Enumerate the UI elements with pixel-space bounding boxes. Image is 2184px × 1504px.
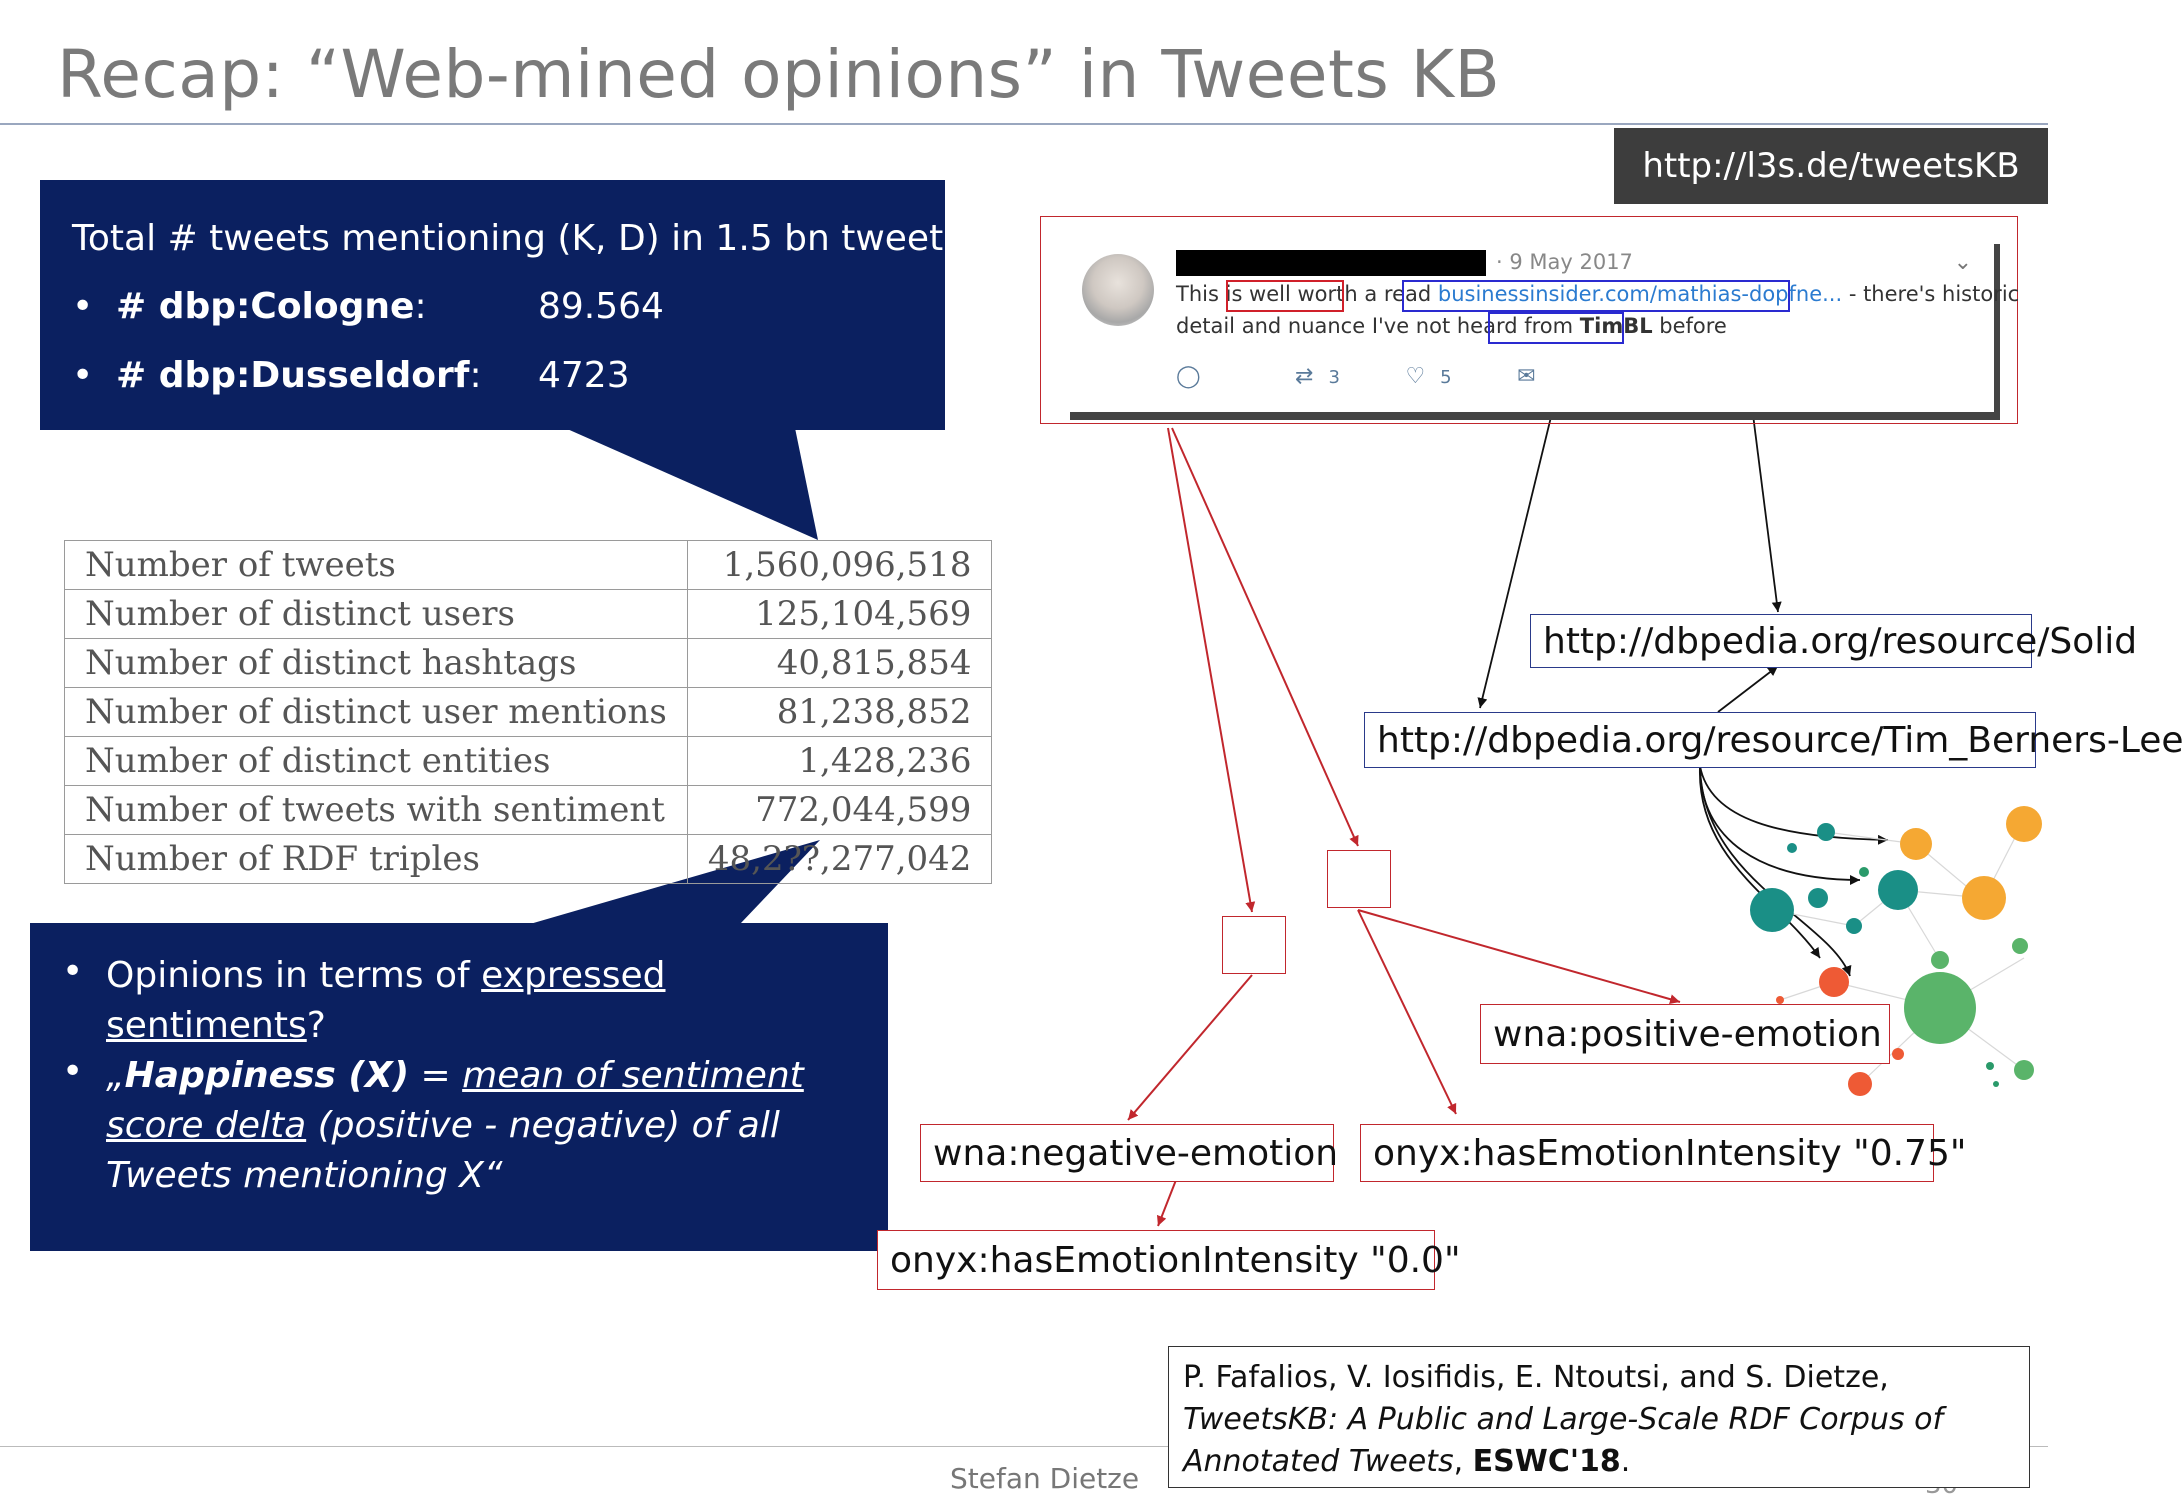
- table-row: [65, 786, 992, 835]
- arrow-timbl-to-graph-4: [1700, 766, 1850, 976]
- row-label: Number of distinct hashtags: [65, 639, 688, 688]
- emotion-node-positive: [1327, 850, 1391, 908]
- stat-dusseldorf: [72, 355, 630, 396]
- tweet-count-callout: [40, 180, 975, 430]
- arrow-timbl-to-solid: [1718, 666, 1778, 712]
- citation-box: P. Fafalios, V. Iosifidis, E. Ntoutsi, and S. Dietze, TweetsKB: A Public and Large-Scale RDF Corpus of Annotated Tweets, ESWC'18.: [1168, 1346, 2030, 1488]
- colon: :: [414, 286, 427, 327]
- chevron-down-icon[interactable]: ⌄: [1953, 250, 1972, 275]
- arrow-node-b-to-intensity: [1358, 910, 1456, 1114]
- mention-highlight: [1488, 312, 1624, 344]
- arrow-tweet-to-node-b: [1172, 428, 1358, 846]
- row-label: Number of distinct users: [65, 590, 688, 639]
- reply-icon[interactable]: ◯: [1176, 364, 1201, 389]
- opinion-bullet-1: • Opinions in terms of expressed sentiments?: [62, 951, 666, 1046]
- message-icon[interactable]: ✉: [1517, 364, 1536, 389]
- node-positive-emotion: wna:positive-emotion: [1480, 1004, 1890, 1064]
- entity-name: # dbp:Cologne: [116, 286, 415, 327]
- arrow-timbl-to-graph-3: [1700, 766, 1820, 958]
- node-negative-emotion: wna:negative-emotion: [920, 1124, 1334, 1182]
- opinion-definition-callout: [30, 923, 888, 1251]
- opinion-bullet-2: • „Happiness (X) = mean of sentiment score delta (positive - negative) of all Tweets mentioning X“: [62, 1051, 804, 1196]
- citation-title: TweetsKB: A Public and Large-Scale RDF Corpus of Annotated Tweets: [1183, 1402, 1944, 1479]
- row-value: 125,104,569: [687, 590, 992, 639]
- row-label: Number of distinct entities: [65, 737, 688, 786]
- row-value: 81,238,852: [687, 688, 992, 737]
- mention-timbl[interactable]: TimBL: [1579, 314, 1653, 338]
- row-value: 40,815,854: [687, 639, 992, 688]
- bullet: •: [72, 286, 94, 327]
- arrow-timbl-to-graph-2: [1700, 766, 1860, 880]
- heart-icon[interactable]: ♡: [1405, 364, 1426, 389]
- stat-value: 4723: [538, 355, 630, 396]
- happiness-term: Happiness (X): [124, 1055, 410, 1096]
- row-value: 1,560,096,518: [687, 541, 992, 590]
- citation-authors: P. Fafalios, V. Iosifidis, E. Ntoutsi, and S. Dietze,: [1183, 1360, 1889, 1395]
- emotion-node-negative: [1222, 916, 1286, 974]
- row-value: 1,428,236: [687, 737, 992, 786]
- node-emotion-intensity-negative: onyx:hasEmotionIntensity "0.0": [877, 1230, 1435, 1290]
- arrow-node-b-to-positive: [1358, 910, 1680, 1002]
- table-row: [65, 541, 992, 590]
- tweet-text-line-2: detail and nuance I've not heard from TimBL before: [1176, 314, 1727, 338]
- row-value: 48,2??,277,042: [687, 835, 992, 884]
- row-label: Number of tweets: [65, 541, 688, 590]
- expressed-sentiments-text: expressed sentiments: [106, 955, 666, 1046]
- arrow-node-a-to-negative: [1128, 975, 1252, 1120]
- table-row: [65, 737, 992, 786]
- arrow-timbl-to-graph-1: [1700, 766, 1888, 840]
- slide-title: Recap: “Web-mined opinions” in Tweets KB: [57, 36, 1501, 113]
- table-row: [65, 639, 992, 688]
- table-row: [65, 590, 992, 639]
- footer-author: Stefan Dietze: [950, 1462, 1140, 1495]
- row-label: Number of tweets with sentiment: [65, 786, 688, 835]
- stat-cologne: [72, 286, 664, 327]
- tweetskb-statistics-table: [64, 540, 992, 884]
- stat-value: 89.564: [538, 286, 664, 327]
- link-highlight: [1402, 280, 1790, 312]
- row-label: Number of distinct user mentions: [65, 688, 688, 737]
- retweet-icon[interactable]: ⇄: [1295, 364, 1314, 389]
- arrow-tweet-to-node-a: [1168, 428, 1252, 912]
- redacted-username: [1176, 250, 1486, 276]
- retweet-count: 3: [1328, 367, 1340, 388]
- stats-bubble-tail: [565, 428, 818, 540]
- table-row: [65, 835, 992, 884]
- callout-heading: Total # tweets mentioning (K, D) in 1.5 bn tweets:: [72, 218, 975, 259]
- tweet-link[interactable]: businessinsider.com/mathias-dopfne...: [1437, 282, 1843, 306]
- entity-name: # dbp:Dusseldorf: [116, 355, 470, 396]
- tweet-actions: [1176, 364, 1536, 389]
- sentiment-phrase-highlight: [1226, 280, 1344, 312]
- mean-delta-text: mean of sentiment score delta: [106, 1055, 804, 1146]
- node-emotion-intensity-positive: onyx:hasEmotionIntensity "0.75": [1360, 1124, 1934, 1182]
- arrow-negative-to-intensity: [1158, 1180, 1176, 1226]
- like-count: 5: [1440, 367, 1452, 388]
- tweet-date[interactable]: · 9 May 2017: [1496, 250, 1633, 274]
- node-dbpedia-tim-berners-lee: http://dbpedia.org/resource/Tim_Berners-Lee: [1364, 712, 2036, 768]
- tweet-text-line-1: This is well worth a read businessinsider.com/mathias-dopfne... - there's historic: [1176, 282, 2020, 306]
- bullet: •: [72, 355, 94, 396]
- avatar[interactable]: [1082, 254, 1154, 326]
- tweetskb-url-badge[interactable]: http://l3s.de/tweetsKB: [1614, 128, 2048, 204]
- table-row: [65, 688, 992, 737]
- citation-venue: ESWC'18: [1472, 1444, 1621, 1479]
- colon: :: [469, 355, 482, 396]
- row-label: Number of RDF triples: [65, 835, 688, 884]
- node-dbpedia-solid: http://dbpedia.org/resource/Solid: [1530, 614, 2032, 668]
- row-value: 772,044,599: [687, 786, 992, 835]
